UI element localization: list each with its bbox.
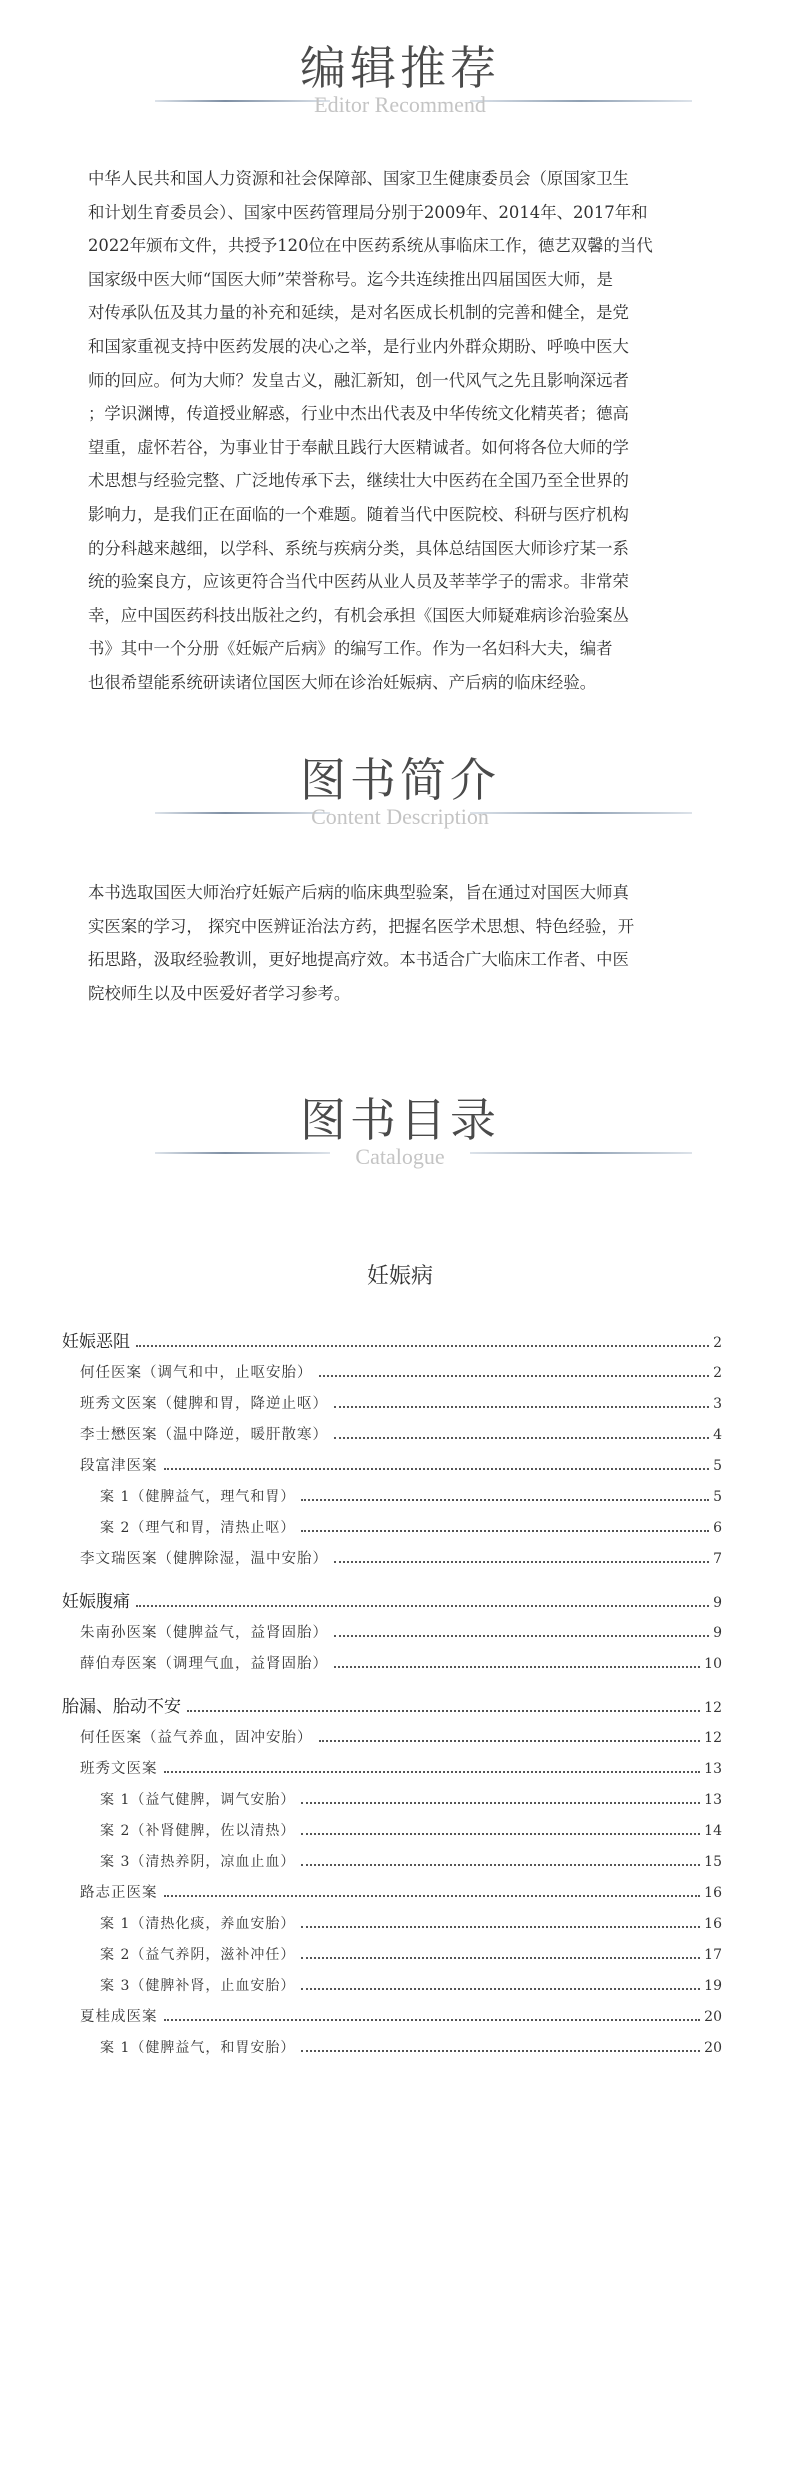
dot-leader: [301, 1530, 709, 1532]
toc-entry-title: 夏桂成医案: [80, 2009, 158, 2025]
toc-entry: [100, 1943, 722, 1967]
toc-entry: [80, 1392, 722, 1416]
toc-page-number: 5: [713, 1489, 722, 1505]
text-line: 幸，应中国医药科技出版社之约，有机会承担《国医大师疑难病诊治验案丛: [88, 605, 629, 625]
catalogue-title: 图书目录: [300, 1093, 500, 1147]
toc-entry: [80, 1621, 722, 1645]
text-line: 对传承队伍及其力量的补充和延续，是对名医成长机制的完善和健全，是党: [88, 303, 629, 323]
text-line: 拓思路，汲取经验教训，更好地提高疗效。本书适合广大临床工作者、中医: [88, 950, 629, 970]
dot-leader: [164, 1468, 710, 1470]
editor-recommend-subtitle: Editor Recommend: [314, 92, 486, 117]
toc-entry-title: 班秀文医案: [80, 1761, 158, 1777]
toc-entry: [80, 1547, 722, 1571]
text-line: 影响力，是我们正在面临的一个难题。随着当代中医院校、科研与医疗机构: [88, 504, 629, 524]
toc-page-number: 14: [704, 1823, 722, 1839]
dot-leader: [334, 1437, 709, 1439]
toc-page-number: 4: [713, 1427, 722, 1443]
toc-page-number: 12: [704, 1730, 722, 1746]
toc-entry: [100, 1516, 722, 1540]
dot-leader: [301, 1864, 700, 1866]
dot-leader: [164, 1771, 701, 1773]
toc-page-number: 6: [713, 1520, 722, 1536]
dot-leader: [164, 2019, 701, 2021]
toc-entry: [100, 1788, 722, 1812]
toc-entry: [80, 1726, 722, 1750]
editor-recommend-text: [88, 162, 728, 700]
dot-leader: [136, 1345, 709, 1347]
toc-page-number: 19: [704, 1978, 722, 1994]
dot-leader: [164, 1895, 701, 1897]
toc-entry: [80, 1757, 722, 1781]
toc-entry: [100, 1819, 722, 1843]
toc-entry-title: 案 1（益气健脾，调气安胎）: [100, 1792, 296, 1808]
toc-entry: [62, 1590, 722, 1614]
dot-leader: [319, 1740, 701, 1742]
dot-leader: [301, 1988, 700, 1990]
text-line: 和计划生育委员会）、国家中医药管理局分别于2009年、2014年、2017年和: [88, 202, 648, 222]
chapter-title: 妊娠病: [366, 1264, 433, 1289]
toc-entry: [62, 1330, 722, 1354]
content-description-title: 图书简介: [300, 753, 500, 807]
dot-leader: [301, 1499, 709, 1501]
dot-leader: [301, 1957, 700, 1959]
toc-page-number: 13: [704, 1792, 722, 1808]
dot-leader: [334, 1561, 709, 1563]
text-line: 书》其中一个分册《妊娠产后病》的编写工作。作为一名妇科大夫，编者: [88, 639, 613, 659]
text-line: 本书选取国医大师治疗妊娠产后病的临床典型验案，旨在通过对国医大师真: [88, 883, 629, 902]
toc-page-number: 5: [713, 1458, 722, 1474]
toc-page-number: 3: [713, 1396, 722, 1412]
toc-page-number: 17: [704, 1947, 722, 1963]
toc-entry-title: 朱南孙医案（健脾益气，益肾固胎）: [80, 1625, 328, 1641]
toc-entry-title: 案 3（健脾补肾，止血安胎）: [100, 1978, 296, 1994]
content-description-header: [0, 752, 800, 842]
toc-entry: [80, 1454, 722, 1478]
toc-page-number: 15: [704, 1854, 722, 1870]
toc-entry: [100, 2036, 722, 2060]
text-line: 2022年颁布文件，共授予120位在中医药系统从事临床工作，德艺双馨的当代: [88, 236, 653, 256]
text-line: 师的回应。何为大师？发皇古义，融汇新知，创一代风气之先且影响深远者: [88, 370, 629, 390]
toc-entry-title: 案 1（健脾益气，理气和胃）: [100, 1489, 296, 1505]
toc-page-number: 16: [704, 1885, 722, 1901]
toc-entry: [100, 1850, 722, 1874]
toc-entry-title: 案 2（理气和胃，清热止呕）: [100, 1520, 296, 1536]
text-line: 也很希望能系统研读诸位国医大师在诊治妊娠病、产后病的临床经验。: [88, 672, 597, 692]
text-line: 统的验案良方，应该更符合当代中医药从业人员及莘莘学子的需求。非常荣: [88, 572, 629, 592]
toc-entry: [80, 1652, 722, 1676]
toc-entry: [80, 1881, 722, 1905]
toc-entry-title: 案 3（清热养阴，凉血止血）: [100, 1854, 296, 1870]
toc-entry: [80, 1423, 722, 1447]
content-description-subtitle: Content Description: [311, 804, 489, 829]
toc-entry: [80, 2005, 722, 2029]
text-line: 中华人民共和国人力资源和社会保障部、国家卫生健康委员会（原国家卫生: [88, 169, 629, 188]
content-description-text: [88, 876, 728, 1010]
toc-page-number: 16: [704, 1916, 722, 1932]
toc-entry-title: 案 2（益气养阴，滋补冲任）: [100, 1947, 296, 1963]
dot-leader: [301, 1833, 700, 1835]
toc-entry: [100, 1912, 722, 1936]
catalogue-subtitle: Catalogue: [355, 1144, 445, 1169]
dot-leader: [136, 1605, 709, 1607]
toc-entry-title: 何任医案（益气养血，固冲安胎）: [80, 1730, 313, 1746]
toc-entry-title: 妊娠腹痛: [62, 1592, 130, 1612]
toc-entry-title: 案 1（健脾益气，和胃安胎）: [100, 2040, 296, 2056]
toc-page-number: 9: [713, 1625, 722, 1641]
toc-entry: [100, 1485, 722, 1509]
text-line: 和国家重视支持中医药发展的决心之举，是行业内外群众期盼、呼唤中医大: [88, 336, 629, 356]
toc-page-number: 20: [704, 2040, 722, 2056]
toc-entry-title: 何任医案（调气和中，止呕安胎）: [80, 1365, 313, 1381]
dot-leader: [301, 2050, 700, 2052]
toc-entry: [62, 1695, 722, 1719]
toc-page-number: 10: [704, 1656, 722, 1672]
dot-leader: [187, 1710, 700, 1712]
toc-entry: [80, 1361, 722, 1385]
toc-page-number: 9: [713, 1595, 722, 1611]
toc-entry-title: 妊娠恶阻: [62, 1332, 130, 1352]
text-line: ；学识渊博，传道授业解惑，行业中杰出代表及中华传统文化精英者；德高: [88, 404, 629, 424]
dot-leader: [319, 1375, 710, 1377]
catalogue-header: [0, 1092, 800, 1182]
editor-recommend-header: [0, 40, 800, 130]
dot-leader: [334, 1406, 709, 1408]
text-line: 国家级中医大师“国医大师”荣誉称号。迄今共连续推出四届国医大师，是: [88, 269, 613, 289]
toc-entry-title: 案 2（补肾健脾，佐以清热）: [100, 1823, 296, 1839]
toc-page-number: 7: [713, 1551, 722, 1567]
text-line: 术思想与经验完整、广泛地传承下去，继续壮大中医药在全国乃至全世界的: [88, 471, 629, 491]
text-line: 实医案的学习， 探究中医辨证治法方药，把握名医学术思想、特色经验，开: [88, 916, 635, 936]
toc-entry-title: 薛伯寿医案（调理气血，益肾固胎）: [80, 1656, 328, 1672]
toc-page-number: 13: [704, 1761, 722, 1777]
dot-leader: [334, 1666, 700, 1668]
editor-recommend-title: 编辑推荐: [300, 41, 500, 95]
toc-page-number: 2: [713, 1335, 722, 1351]
toc-page-number: 12: [704, 1700, 722, 1716]
toc-entry-title: 胎漏、胎动不安: [62, 1697, 181, 1717]
toc-page-number: 20: [704, 2009, 722, 2025]
dot-leader: [301, 1802, 700, 1804]
dot-leader: [301, 1926, 700, 1928]
toc-entry: [100, 1974, 722, 1998]
toc-entry-title: 案 1（清热化痰，养血安胎）: [100, 1916, 296, 1932]
toc-entry-title: 段富津医案: [80, 1458, 158, 1474]
toc-entry-title: 班秀文医案（健脾和胃，降逆止呕）: [80, 1396, 328, 1412]
toc-entry-title: 路志正医案: [80, 1885, 158, 1901]
dot-leader: [334, 1635, 709, 1637]
text-line: 院校师生以及中医爱好者学习参考。: [88, 983, 351, 1003]
toc-page-number: 2: [713, 1365, 722, 1381]
text-line: 望重，虚怀若谷，为事业甘于奉献且践行大医精诚者。如何将各位大师的学: [88, 437, 629, 457]
toc-entry-title: 李士懋医案（温中降逆，暖肝散寒）: [80, 1427, 328, 1443]
toc-entry-title: 李文瑞医案（健脾除湿，温中安胎）: [80, 1551, 328, 1567]
text-line: 的分科越来越细，以学科、系统与疾病分类，具体总结国医大师诊疗某一系: [88, 538, 629, 558]
